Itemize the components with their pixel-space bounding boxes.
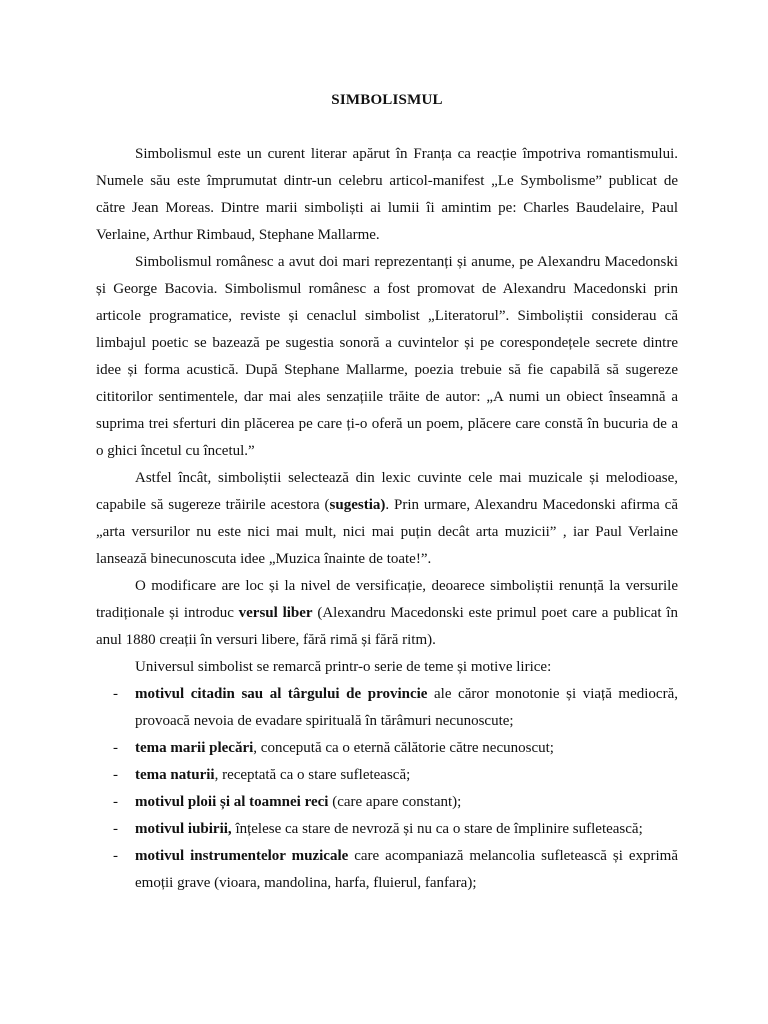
bold-term: versul liber	[238, 605, 313, 621]
page-title: SIMBOLISMUL	[331, 92, 443, 108]
list-item	[96, 735, 678, 762]
paragraph-text: . Prin urmare, Alexandru Macedonski afirma că „arta versurilor nu este nici mai mult, nici mai puțin decât arta muzicii” , iar Paul Verlaine lansează binecunoscuta idee „Muzica înainte de toate!”.	[96, 497, 679, 567]
paragraph-intro: Simbolismul este un curent literar apărut în Franța ca reacție împotriva romantismului. Numele său este împrumutat dintr-un celebru articol-manifest „Le Symbolisme” publicat de către Jean Moreas. Dintre marii simboliști ai lumii îi amintim pe: Charles Baudelaire, Paul Verlaine, Arthur Rimbaud, Stephane Mallarme.	[96, 146, 678, 243]
list-item	[96, 816, 678, 843]
paragraph-suggestion	[96, 465, 678, 573]
list-item-text: , concepută ca o eternă călătorie către necunoscut;	[253, 740, 554, 756]
list-item-text: , receptată ca o stare sufletească;	[214, 767, 411, 783]
paragraph-versification	[96, 573, 678, 654]
list-item	[96, 762, 678, 789]
paragraph-text: (Alexandru Macedonski este primul poet care a publicat în anul 1880 creații în versuri libere, fără rimă și fără ritm).	[96, 605, 678, 648]
list-bullet: -	[113, 740, 118, 756]
paragraph-text: Astfel încât, simboliștii selectează din lexic cuvinte cele mai muzicale și melodioase, capabile să sugereze trăirile acestora (	[96, 470, 678, 513]
list-item	[96, 681, 678, 735]
list-item-term: motivul citadin sau al târgului de provincie	[135, 686, 428, 702]
list-item-term: motivul instrumentelor muzicale	[135, 848, 349, 864]
list-item-text: (care apare constant);	[328, 794, 462, 810]
list-bullet: -	[113, 794, 118, 810]
list-bullet: -	[113, 848, 118, 864]
list-item-text: înțelese ca stare de nevroză și nu ca o stare de împlinire sufletească;	[231, 821, 643, 837]
paragraph-romanian-symbolism: Simbolismul românesc a avut doi mari reprezentanți și anume, pe Alexandru Macedonski și George Bacovia. Simbolismul românesc a fost promovat de Alexandru Macedonski prin articole programatice, reviste și cenaclul simbolist „Literatorul”. Simboliștii considerau că limbajul poetic se bazează pe sugestia sonoră a cuvintelor și pe corespondețele secrete dintre idee și forma acustică. După Stephane Mallarme, poezia trebuie să fie capabilă să sugereze cititorilor sentimentele, dar mai ales senzațiile trăite de autor: „A numi un obiect înseamnă a suprima trei sferturi din plăcerea pe care ți-o oferă un poem, plăcere care constă în bucuria de a o ghici încetul cu încetul.”	[96, 254, 678, 459]
list-item	[96, 789, 678, 816]
paragraph-themes-intro: Universul simbolist se remarcă printr-o serie de teme și motive lirice:	[135, 659, 552, 675]
list-item-term: motivul ploii și al toamnei reci	[135, 794, 329, 810]
list-item-term: motivul iubirii,	[135, 821, 232, 837]
list-item-term: tema marii plecări	[135, 740, 254, 756]
list-bullet: -	[113, 821, 118, 837]
list-item-term: tema naturii	[135, 767, 215, 783]
list-item	[96, 843, 678, 897]
list-item-text: care acompaniază melancolia sufletească și exprimă emoții grave (vioara, mandolina, harfa, fluierul, fanfara);	[135, 848, 679, 891]
themes-list	[96, 681, 678, 897]
paragraph-text: O modificare are loc și la nivel de versificație, deoarece simboliștii renunță la versurile tradiționale și introduc	[96, 578, 678, 621]
list-bullet: -	[113, 686, 118, 702]
bold-term: sugestia)	[329, 497, 386, 513]
list-bullet: -	[113, 767, 118, 783]
list-item-text: ale căror monotonie și viață mediocră, provoacă nevoia de evadare spirituală în tărâmuri necunoscute;	[135, 686, 678, 729]
